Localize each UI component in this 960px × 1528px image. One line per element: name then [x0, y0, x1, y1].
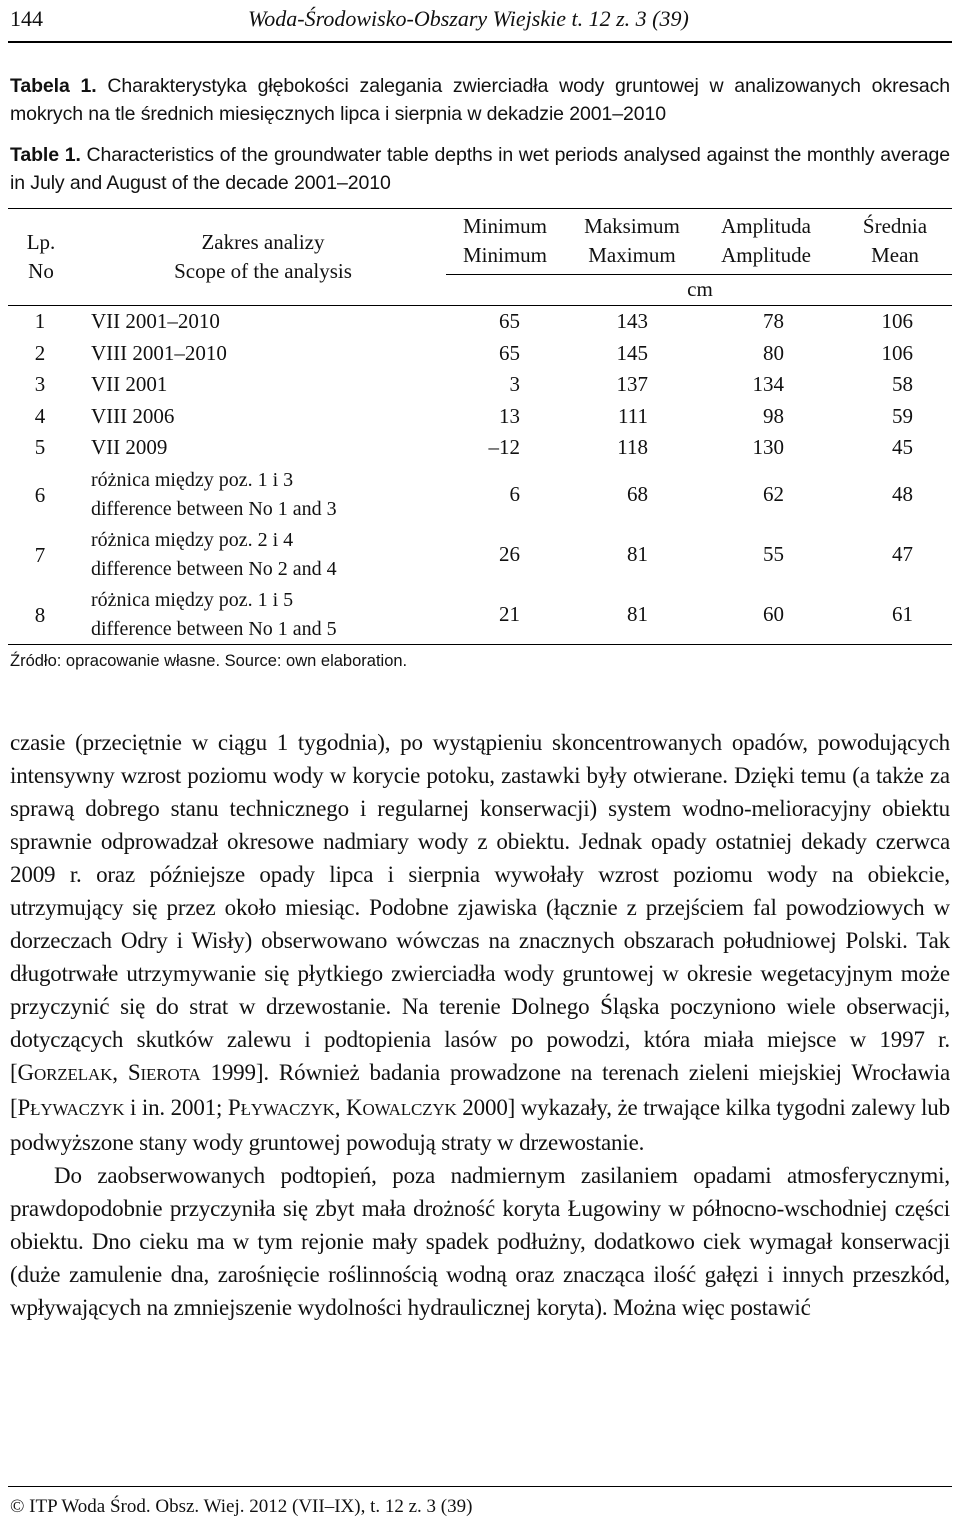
row7-scope-pl: różnica między poz. 2 i 4 — [91, 529, 294, 551]
header-mean-en: Mean — [871, 243, 919, 267]
row7-lp: 7 — [34, 543, 46, 567]
header-lp-pl: Lp. — [26, 230, 56, 254]
row4-scope: VIII 2006 — [91, 404, 175, 428]
row2-scope: VIII 2001–2010 — [91, 341, 227, 365]
citation-kowalczyk-initial: K — [346, 1095, 363, 1120]
citation-sierota-initial: S — [127, 1060, 141, 1085]
row1-scope: VII 2001–2010 — [91, 309, 220, 333]
header-amp-pl: Amplituda — [721, 214, 811, 238]
table-source-note: Źródło: opracowanie własne. Source: own elaboration. — [10, 652, 408, 670]
body-text — [10, 726, 950, 1324]
journal-title: Woda-Środowisko-Obszary Wiejskie t. 12 z. 3 (39) — [248, 6, 689, 31]
citation-mid: i in. 2001; — [124, 1095, 228, 1120]
row6-lp: 6 — [34, 483, 46, 507]
row3-max: 137 — [616, 372, 648, 396]
row7-mean: 47 — [892, 542, 913, 566]
row4-amp: 98 — [763, 404, 784, 428]
footer-rule — [8, 1486, 952, 1487]
header-min-en: Minimum — [462, 243, 547, 267]
table-bottom-rule — [8, 644, 952, 645]
header-min — [448, 212, 562, 270]
row3-amp: 134 — [752, 372, 784, 396]
row8-amp: 60 — [763, 602, 784, 626]
caption-label-polish: Tabela 1. — [10, 75, 97, 97]
citation-separator-3: , — [334, 1095, 346, 1120]
citation-plywaczyk2-initial: P — [227, 1095, 241, 1120]
row7-scope-en: difference between No 2 and 4 — [91, 558, 337, 580]
header-amp-en: Amplitude — [721, 243, 811, 267]
row6-max: 68 — [627, 482, 648, 506]
row7-amp: 55 — [763, 542, 784, 566]
paragraph-1 — [10, 726, 950, 1159]
header-unit: cm — [687, 277, 713, 301]
row2-mean: 106 — [881, 341, 913, 365]
row4-mean: 59 — [892, 404, 913, 428]
citation-plywaczyk-rest: ŁYWACZYK — [30, 1100, 125, 1119]
row1-lp: 1 — [34, 309, 46, 333]
row5-mean: 45 — [892, 435, 913, 459]
row1-mean: 106 — [881, 309, 913, 333]
caption-text-english: Characteristics of the groundwater table depths in wet periods analysed against the monthly average in July and August of the decade 2001–2010 — [10, 144, 950, 194]
row6-scope-pl: różnica między poz. 1 i 3 — [91, 469, 294, 491]
citation-sierota-rest: IEROTA — [140, 1065, 201, 1084]
row8-min: 21 — [499, 602, 520, 626]
paragraph-1-part-b: 2000] wykazały, że trwające kilka tygodni zalewy lub podwyższone stany wody gruntowej powodują straty w drzewostanie. — [10, 1095, 950, 1155]
table-caption-polish — [10, 72, 950, 128]
footer-copyright: © ITP Woda Środ. Obsz. Wiej. 2012 (VII–IX), t. 12 z. 3 (39) — [10, 1496, 473, 1517]
row4-lp: 4 — [34, 404, 46, 428]
citation-gorzelak-initial: G — [17, 1060, 34, 1085]
row2-lp: 2 — [34, 341, 46, 365]
row1-max: 143 — [616, 309, 648, 333]
row1-min: 65 — [499, 309, 520, 333]
row7-scope — [91, 526, 337, 584]
row5-min: –12 — [488, 435, 520, 459]
row3-mean: 58 — [892, 372, 913, 396]
row2-max: 145 — [616, 341, 648, 365]
row5-amp: 130 — [752, 435, 784, 459]
table-top-rule — [8, 208, 952, 209]
row3-min: 3 — [509, 372, 520, 396]
caption-text-polish: Charakterystyka głębokości zalegania zwierciadła wody gruntowej w analizowanych okresach mokrych na tle średnich miesięcznych lipca i sierpnia w dekadzie 2001–2010 — [10, 75, 951, 125]
row7-max: 81 — [627, 542, 648, 566]
header-max — [570, 212, 694, 270]
row8-mean: 61 — [892, 602, 913, 626]
row6-mean: 48 — [892, 482, 913, 506]
row4-max: 111 — [618, 404, 648, 428]
header-mean — [842, 212, 948, 270]
citation-plywaczyk-initial: P — [17, 1095, 31, 1120]
header-lp-en: No — [28, 259, 54, 283]
row8-scope-en: difference between No 1 and 5 — [91, 618, 337, 640]
paragraph-2: Do zaobserwowanych podtopień, poza nadmiernym zasilaniem opadami atmosferycznymi, prawdopodobnie przyczyniła się zbyt mała drożność koryta Ługowiny w północno-wschodniej części obiektu. Dno cieku ma w tym rejonie mały spadek podłużny, dodatkowo ciek wymagał konserwacji (duże zamulenie dna, zarośnięcie roślinnością wodną oraz znacząca ilość gałęzi i innych przeszkód, wpływających na zmniejszenie wydolności hydraulicznej koryta). Można więc postawić — [10, 1163, 950, 1320]
row6-amp: 62 — [763, 482, 784, 506]
header-max-pl: Maksimum — [584, 214, 680, 238]
row6-min: 6 — [509, 482, 520, 506]
row8-max: 81 — [627, 602, 648, 626]
header-mean-pl: Średnia — [862, 214, 928, 238]
caption-label-english: Table 1. — [10, 144, 81, 166]
row4-min: 13 — [499, 404, 520, 428]
row7-min: 26 — [499, 542, 520, 566]
row6-scope — [91, 466, 337, 524]
header-scope — [150, 228, 376, 286]
header-min-pl: Minimum — [462, 214, 547, 238]
citation-kowalczyk-rest: OWALCZYK — [362, 1100, 457, 1119]
row2-amp: 80 — [763, 341, 784, 365]
citation-plywaczyk2-rest: ŁYWACZYK — [240, 1100, 335, 1119]
row3-lp: 3 — [34, 372, 46, 396]
citation-gorzelak-rest: ORZELAK — [33, 1065, 113, 1084]
row5-lp: 5 — [34, 435, 46, 459]
header-max-en: Maximum — [588, 243, 676, 267]
header-lp — [20, 228, 62, 286]
row5-scope: VII 2009 — [91, 435, 168, 459]
page-number: 144 — [10, 6, 43, 31]
header-bottom-rule — [8, 305, 952, 306]
citation-year-1: 1999]. Również badania prowadzone na terenach zieleni miejskiej Wrocławia [ — [10, 1060, 951, 1120]
header-amp — [706, 212, 826, 270]
row8-scope-pl: różnica między poz. 1 i 5 — [91, 589, 294, 611]
header-scope-pl: Zakres analizy — [201, 230, 325, 254]
row2-min: 65 — [499, 341, 520, 365]
citation-separator-1: , — [112, 1060, 128, 1085]
row3-scope: VII 2001 — [91, 372, 168, 396]
row5-max: 118 — [617, 435, 648, 459]
row8-lp: 8 — [34, 603, 46, 627]
header-scope-en: Scope of the analysis — [174, 259, 352, 283]
running-header — [10, 6, 950, 40]
table-caption-english — [10, 141, 950, 197]
header-rule — [8, 41, 952, 43]
row8-scope — [91, 586, 337, 644]
paragraph-1-part-a: czasie (przeciętnie w ciągu 1 tygodnia), po wystąpieniu skoncentrowanych opadów, powodujących intensywny wzrost poziomu wody w korycie potoku, zastawki były otwierane. Dzięki temu (a także za sprawą dobrego stanu technicznego i regularnej konserwacji) system wodno-melioracyjny obiektu sprawnie odprowadzał okresowe nadmiary wody z obiektu. Jednak opady ostatniej dekady czerwca 2009 r. oraz późniejsze opady lipca i sierpnia wywołały wzrost poziomu wody na obiekcie, utrzymujący się przez około miesiąc. Podobne zjawiska (łącznie z przejściem fal powodziowych w dorzeczach Odry i Wisły) obserwowano wówczas na znacznych obszarach południowej Polski. Tak długotrwałe utrzymywanie się płytkiego zwierciadła wody gruntowej w okresie wegetacyjnym może przyczynić się do strat w drzewostanie. Na terenie Dolnego Śląska poczyniono wiele obserwacji, dotyczących skutków zalewu i podtopienia lasów po powodzi, która miała miejsce w 1997 r. [ — [10, 730, 950, 1085]
row6-scope-en: difference between No 1 and 3 — [91, 498, 337, 520]
row1-amp: 78 — [763, 309, 784, 333]
